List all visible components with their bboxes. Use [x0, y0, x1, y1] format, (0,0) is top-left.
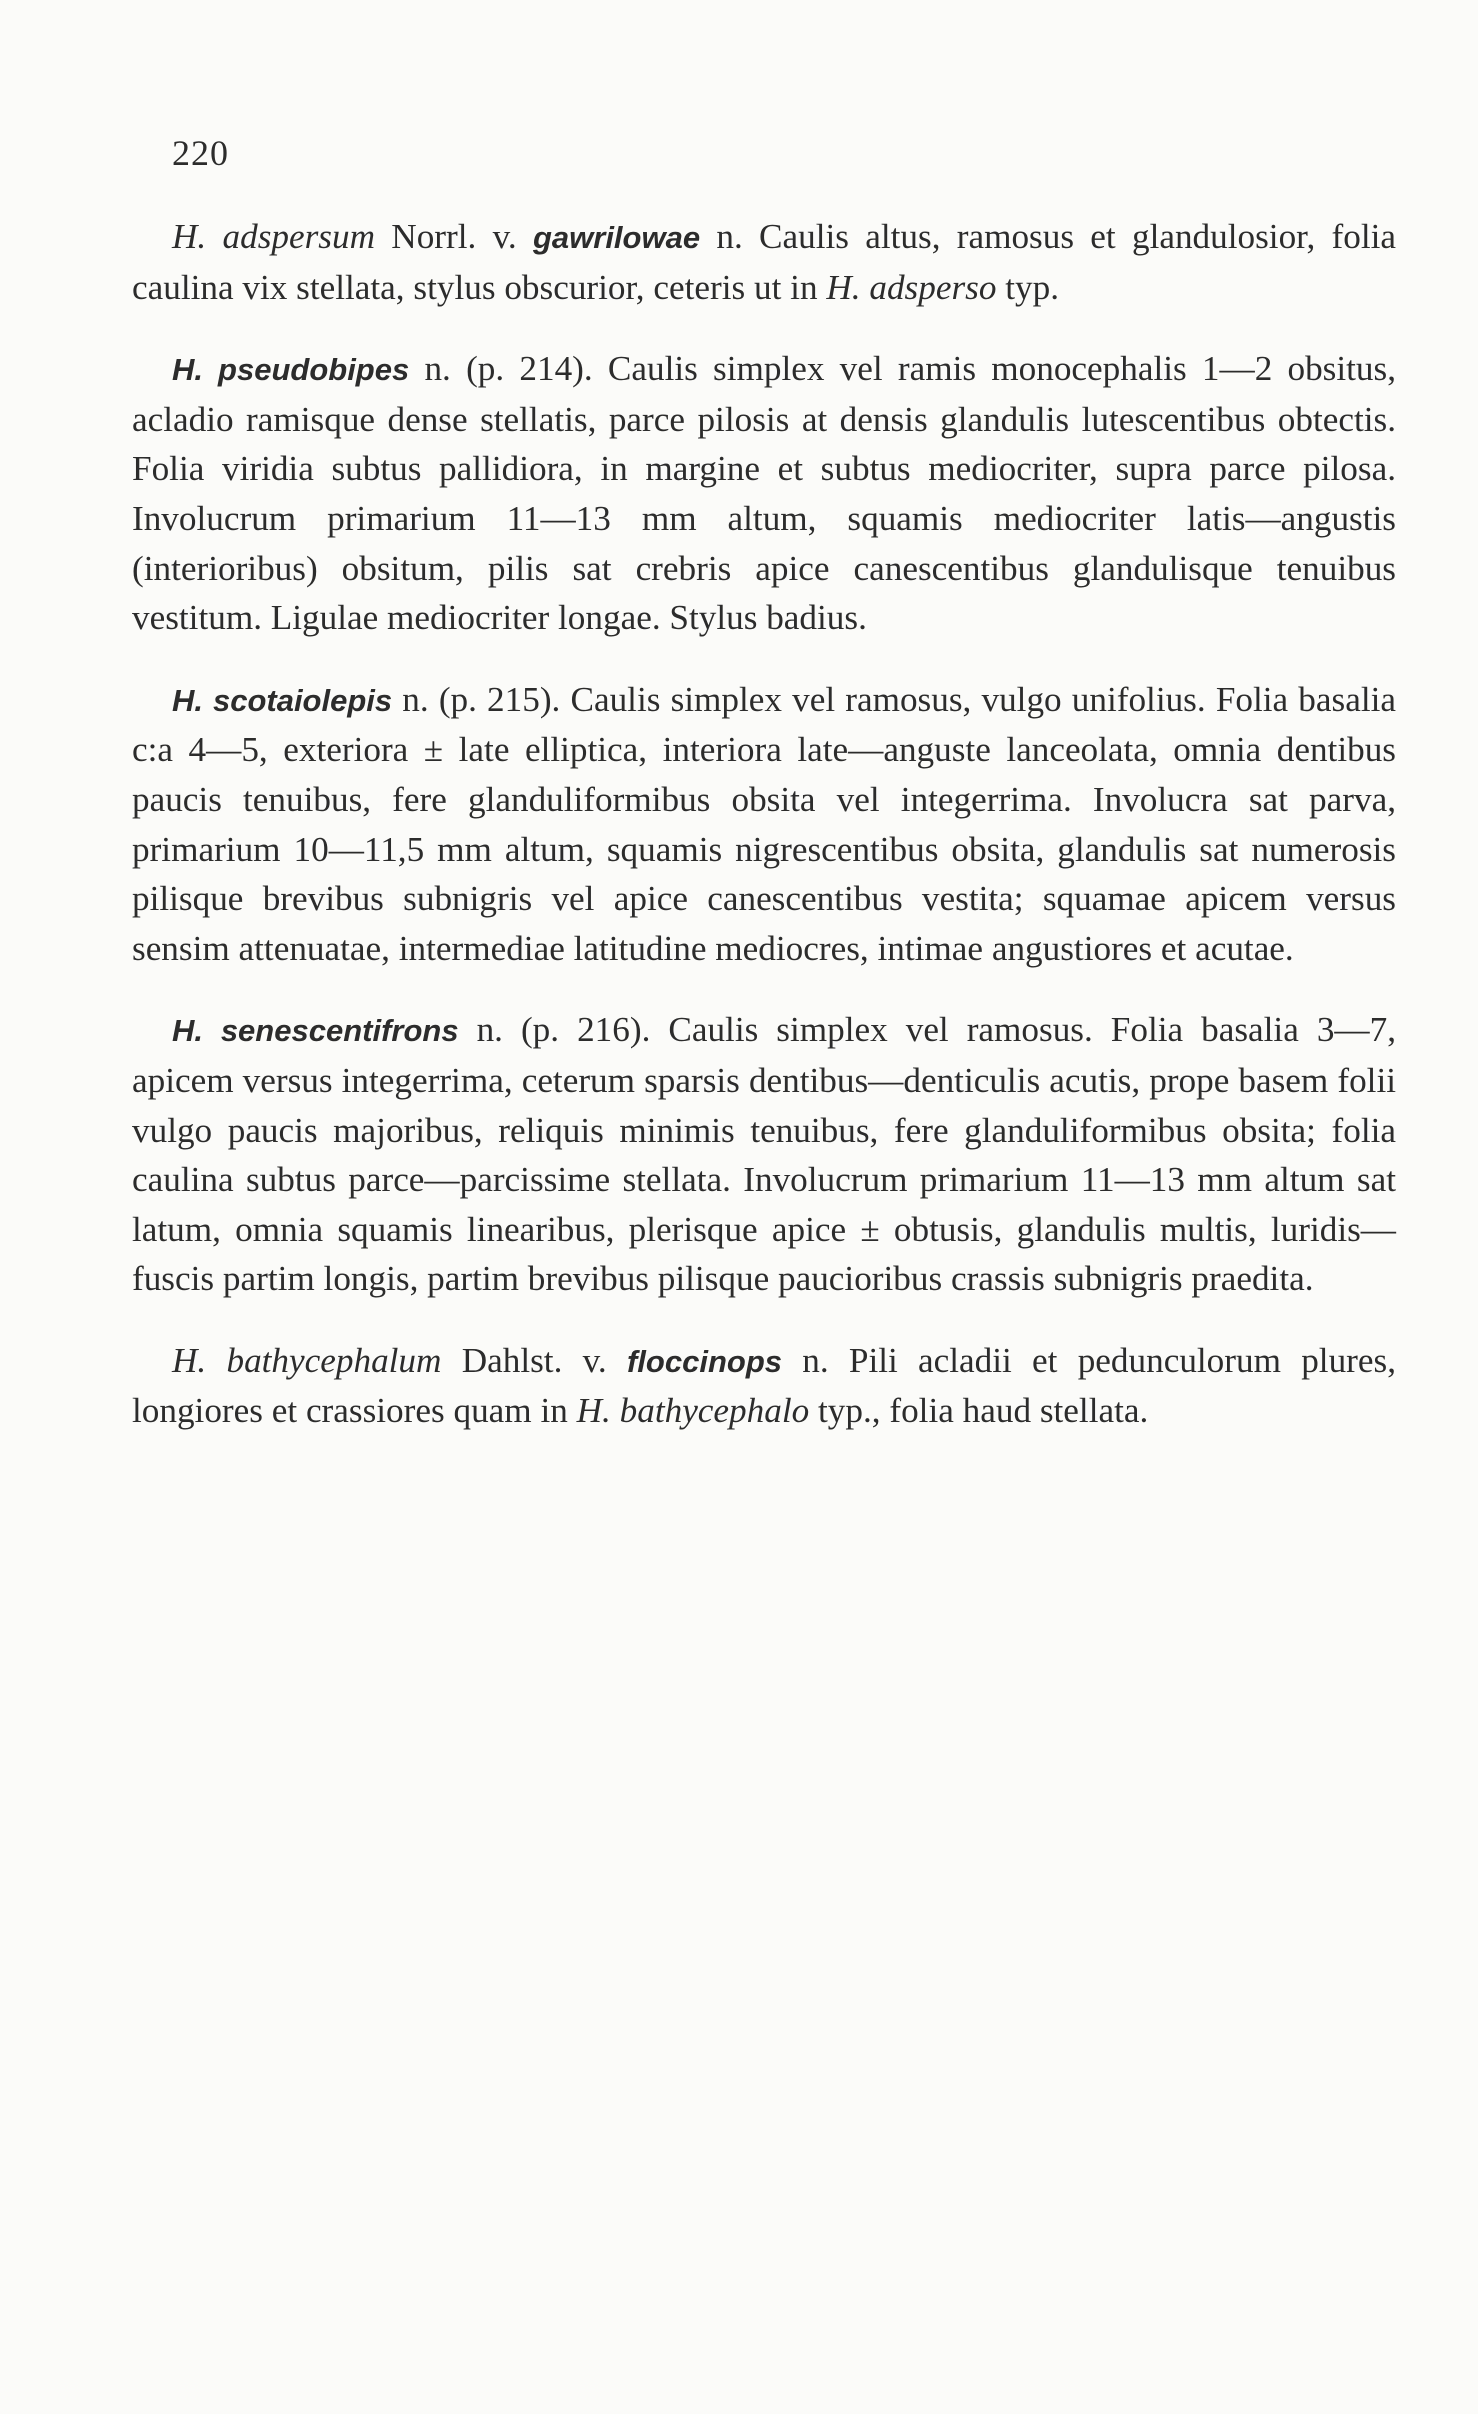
entry-pseudobipes	[132, 344, 1396, 643]
species-epithet: bathycephalum	[226, 1340, 442, 1380]
description: (p. 214). Caulis simplex vel ramis monocephalis 1—2 obsitus, acladio ramisque dense stellatis, parce pilosis at densis glandulis lutescentibus obtectis. Folia viridia subtus pallidiora, in margine et subtus mediocriter, supra parce pilosa. Involucrum primarium 11—13 mm altum, squamis mediocriter latis—angustis (interioribus) obsitum, pilis sat crebris apice canescentibus glandulisque tenuibus vestitum. Ligulae mediocriter longae. Stylus badius.	[132, 349, 1397, 638]
status: n.	[716, 217, 743, 256]
genus-abbrev: H.	[172, 1340, 207, 1380]
status: n.	[424, 349, 451, 389]
author: Norrl. v.	[391, 217, 517, 256]
description: (p. 216). Caulis simplex vel ramosus. Folia basalia 3—7, apicem versus integerrima, ceterum sparsis dentibus—denticulis acutis, prope basem folii vulgo paucis majoribus, reliquis minimis tenuibus, fere glanduliformibus obsita; folia caulina subtus parce—parcissime stellata. Involucrum primarium 11—13 mm altum sat latum, omnia squamis linearibus, plerisque apice ± obtusis, glandulis multis, luridis—fuscis partim longis, partim brevibus pilisque paucioribus crassis subnigris praedita.	[132, 1010, 1396, 1299]
variety-name: gawrilowae	[532, 220, 701, 255]
genus-abbrev: H.	[172, 217, 207, 256]
page-number: 220	[172, 133, 229, 173]
entry-senescentifrons	[132, 1005, 1396, 1304]
description-tail: typ.	[1005, 267, 1060, 307]
status: n.	[402, 679, 429, 719]
species-epithet: adspersum	[222, 217, 375, 256]
reference-name: H. bathycephalo	[576, 1391, 810, 1431]
species-name: H. scotaiolepis	[172, 682, 393, 718]
entry-adspersum	[132, 212, 1396, 312]
status: n.	[476, 1010, 503, 1050]
entry-bathycephalum	[132, 1336, 1396, 1436]
variety-name: floccinops	[626, 1343, 782, 1379]
description-tail: typ., folia haud stellata.	[818, 1391, 1149, 1431]
status: n.	[802, 1340, 829, 1380]
species-name: H. pseudobipes	[172, 352, 410, 388]
description: Pili acladii et pedunculorum plures, longiores et crassiores quam in	[132, 1340, 1396, 1431]
reference-name: H. adsperso	[826, 267, 997, 307]
author: Dahlst. v.	[461, 1340, 607, 1380]
species-name: H. senescentifrons	[172, 1013, 459, 1049]
description: (p. 215). Caulis simplex vel ramosus, vulgo unifolius. Folia basalia c:a 4—5, exteriora ± late elliptica, interiora late—anguste lanceolata, omnia dentibus paucis tenuibus, fere glanduliformibus obsita vel integerrima. Involucra sat parva, primarium 10—11,5 mm altum, squamis nigrescentibus obsita, glandulis sat numerosis pilisque brevibus subnigris vel apice canescentibus vestita; squamae apicem versus sensim attenuatae, intermediae latitudine mediocres, intimae angustiores et acutae.	[132, 679, 1396, 968]
entry-scotaiolepis	[132, 675, 1396, 974]
body-text	[132, 212, 1396, 1468]
description: Caulis altus, ramosus et glandulosior, folia caulina vix stellata, stylus obscurior, ceteris ut in	[132, 217, 1397, 307]
